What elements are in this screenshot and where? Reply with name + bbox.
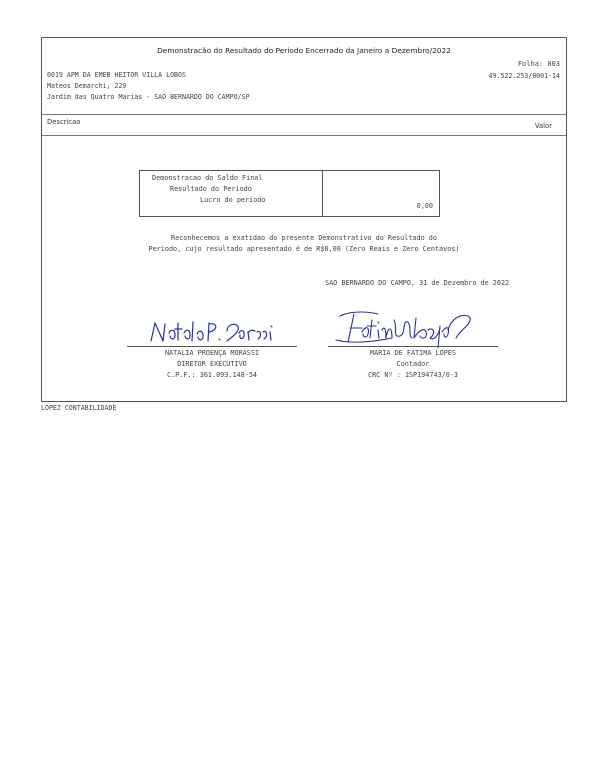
signer-role-right: Contador: [396, 360, 430, 368]
acknowledgement-line-2: Periodo, cujo resultado apresentado é de R$0,00 (Zero Reais e Zero Centavos): [148, 245, 460, 253]
place-date: SAO BERNARDO DO CAMPO, 31 de Dezembro de 2022: [325, 279, 510, 287]
statement-line: Resultado do Periodo: [170, 185, 252, 193]
signer-doc-left: C.P.F.: 361.093.148-54: [166, 371, 258, 379]
signature-right: [332, 308, 492, 350]
column-header-valor: Valor: [534, 122, 552, 130]
document-title: Demonstracão do Resultado do Periodo Encerrado da Janeiro a Dezembro/2022: [157, 46, 451, 55]
box-divider: [322, 171, 323, 216]
signature-left: [147, 317, 277, 347]
address-line-1: Mateos Demarchi, 229: [47, 82, 127, 90]
divider: [42, 135, 566, 136]
statement-line: Demonstracao do Saldo Final: [152, 174, 263, 182]
statement-line: Lucro do periodo: [200, 196, 266, 204]
statement-frame: [41, 37, 567, 402]
page-number: Folha: 003: [517, 60, 560, 68]
statement-value: 0,00: [416, 202, 433, 210]
acknowledgement-line-1: Reconhecemos a exatidao do presente Demonstrativo do Resultado do: [171, 234, 437, 242]
signer-role-left: DIRETOR EXECUTIVO: [177, 360, 247, 368]
cnpj: 49.522.253/0001-14: [488, 72, 560, 80]
signer-doc-right: CRC Nº : 1SP194743/0-3: [367, 371, 459, 379]
divider: [42, 114, 566, 115]
signature-line-left: [127, 346, 297, 347]
address-line-2: Jardim das Quatro Marias - SAO BERNARDO DO CAMPO/SP: [47, 93, 250, 101]
statement-box: [139, 170, 440, 217]
organization-name: 0019 APM DA EMEB HEITOR VILLA LOBOS: [47, 71, 186, 79]
column-header-descricao: Descricao: [47, 118, 81, 126]
signer-name-left: NATALIA PROENÇA MORASSI: [164, 349, 260, 357]
signer-name-right: MARIA DE FATIMA LOPES: [370, 349, 456, 357]
signature-line-right: [328, 346, 498, 347]
footer-company: LOPEZ CONTABILIDADE: [41, 404, 117, 412]
